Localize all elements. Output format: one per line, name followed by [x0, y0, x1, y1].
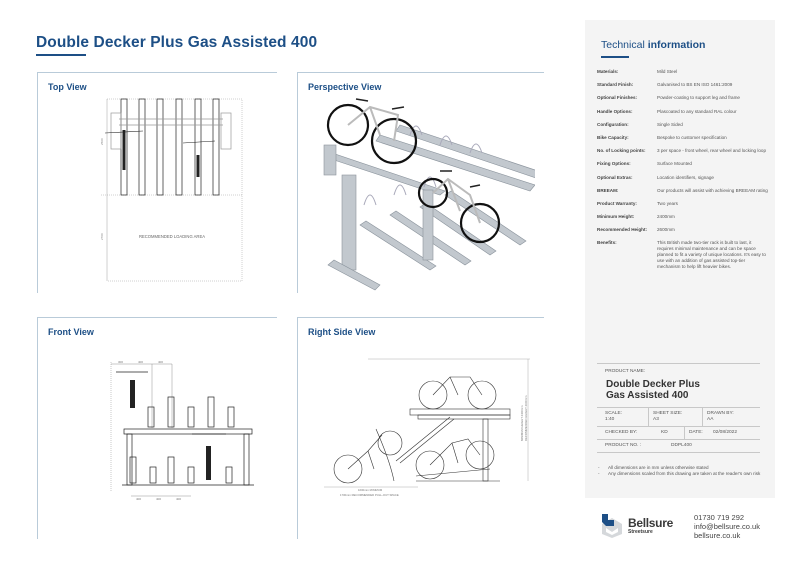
svg-text:RECOMMENDED HEIGHT 2600mm: RECOMMENDED HEIGHT 2600mm [524, 395, 528, 441]
svg-text:1600mm MINIMUM: 1600mm MINIMUM [358, 488, 383, 492]
drawing-notes [598, 465, 768, 477]
spec-row-breeam: BREEAM: Our products will assist with achieving BREEAM rating [597, 187, 768, 193]
svg-text:400: 400 [176, 497, 182, 501]
spec-row-locking-points: No. of Locking points: 3 per space - front wheel, rear wheel and locking loop [597, 148, 767, 154]
product-name-label: PRODUCT NAME: [605, 369, 646, 374]
top-view-drawing [97, 95, 257, 285]
right-side-view-panel [297, 317, 544, 539]
svg-text:400: 400 [138, 360, 144, 364]
title-underline [36, 54, 86, 56]
top-view-panel [37, 72, 277, 293]
front-view-panel [37, 317, 277, 539]
perspective-rack-illustration [320, 95, 535, 293]
sheet-size-cell: SHEET SIZE: A3 [649, 408, 703, 426]
top-view-title: Top View [48, 82, 87, 92]
phone-number: 01730 719 292 [694, 513, 745, 522]
title-block-row-2: CHECKED BY: KD DATE: 02/08/2022 [597, 427, 760, 439]
contact-details [694, 513, 760, 540]
email-link[interactable]: info@bellsure.co.uk [694, 522, 760, 531]
note-item: - Any dimensions scaled from this drawing are taken at the reader's own risk [598, 471, 761, 476]
spec-row-recommended-height: Recommended Height: 2600mm [597, 227, 675, 233]
right-side-view-drawing [310, 351, 542, 501]
svg-text:MINIMUM HEIGHT 2400mm: MINIMUM HEIGHT 2400mm [520, 405, 524, 441]
scale-cell: SCALE: 1:40 [597, 408, 649, 426]
perspective-view-panel [297, 72, 544, 293]
title-block [597, 363, 760, 453]
svg-text:400: 400 [136, 497, 142, 501]
svg-text:400: 400 [158, 360, 164, 364]
footer-branding [600, 508, 780, 548]
svg-text:2700: 2700 [100, 233, 104, 240]
note-item: - All dimensions are in mm unless otherwise stated [598, 465, 709, 470]
spec-row-fixing-options: Fixing Options: Surface Mounted [597, 161, 692, 167]
spec-row-standard-finish: Standard Finish: Galvanised to BS EN ISO 1461:2009 [597, 82, 733, 88]
svg-text:1700mm RECOMMENDED PULL-OUT SP: 1700mm RECOMMENDED PULL-OUT SPACE [340, 493, 399, 497]
spec-row-materials: Materials: Mild Steel [597, 69, 678, 74]
spec-row-handle-options: Handle Options: Plascoated to any standard RAL colour [597, 108, 737, 114]
spec-row-optional-finishes: Optional Finishes: Powder-coating to support leg and frame [597, 95, 740, 101]
perspective-view-title: Perspective View [308, 82, 382, 92]
spec-row-optional-extras: Optional Extras: Location identifiers, signage [597, 174, 714, 180]
spec-row-warranty: Product Warranty: Two years [597, 200, 678, 206]
spec-row-configuration: Configuration: Single Sided [597, 121, 683, 127]
svg-text:400: 400 [156, 497, 162, 501]
website-link[interactable]: bellsure.co.uk [694, 531, 741, 540]
drawn-by-cell: DRAWN BY: AA [707, 411, 734, 422]
brand-name: Bellsure [628, 516, 673, 530]
title-block-row-1 [597, 408, 760, 426]
page-title: Double Decker Plus Gas Assisted 400 [36, 34, 318, 51]
technical-info-heading: Technical information [601, 39, 706, 51]
right-side-view-title: Right Side View [308, 327, 376, 337]
technical-heading-underline [601, 56, 629, 58]
loading-area-label: RECOMMENDED LOADING AREA [138, 234, 206, 239]
front-view-drawing [108, 352, 258, 502]
product-name: Double Decker Plus Gas Assisted 400 [606, 379, 700, 401]
title-block-row-3: PRODUCT NO. : DDPL400 [605, 443, 692, 448]
spec-list [597, 69, 769, 278]
svg-text:300: 300 [118, 360, 124, 364]
front-view-title: Front View [48, 327, 94, 337]
brand-subname: Streetsure [628, 529, 653, 535]
spec-row-bike-capacity: Bike Capacity: Bespoke to customer specification [597, 134, 727, 140]
bellsure-logo-icon [600, 512, 624, 538]
spec-row-benefits: Benefits: This British made two-tier rack is built to last, it requires minimal maintenance and can be space planned to fit a variety of unique locations. It's easy to use with an addition of gas assisted top-tier mechanism to help lift heavier bikes. [597, 240, 766, 270]
svg-text:2500: 2500 [100, 138, 104, 145]
spec-row-minimum-height: Minimum Height: 2400mm [597, 214, 675, 220]
